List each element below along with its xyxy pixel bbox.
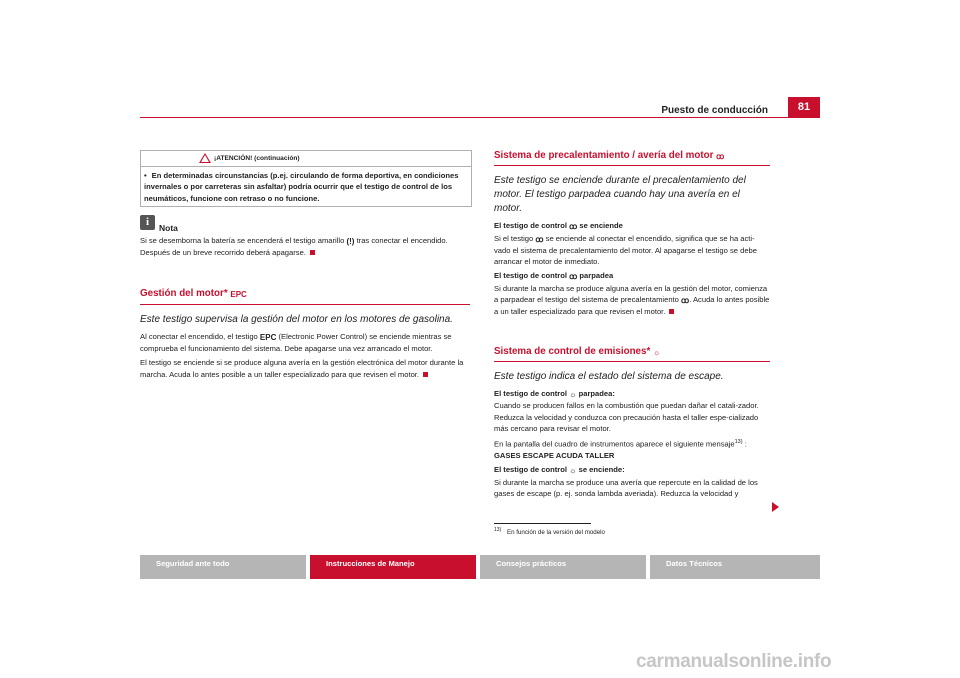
section-subtitle-epc: Este testigo supervisa la gestión del motor en los motores de gasolina. — [140, 313, 453, 325]
precal-h1-a: El testigo de control — [494, 221, 567, 231]
tire-pressure-warning-icon: (!) — [346, 236, 355, 246]
note-text-b: tras conectar el encendido. Después de un breve recorrido deberá apagarse. — [140, 235, 448, 258]
bullet-icon: • — [144, 171, 147, 180]
continue-arrow-icon — [772, 502, 779, 512]
glow-plug-icon: ꝏ — [716, 152, 725, 161]
footnote-mark: 13) — [494, 527, 502, 533]
precal-subhead-2 — [494, 270, 770, 282]
warning-label: ¡ATENCIÓN! (continuación) — [214, 155, 300, 162]
glow-plug-icon: ꝏ — [681, 296, 690, 306]
emis-message: GASES ESCAPE ACUDA TALLER — [494, 450, 615, 460]
precal-h2-b: parpadea — [579, 271, 614, 281]
section-subtitle-precalentamiento: Este testigo se enciende durante el precalentamiento del motor. El testigo parpadea cuando hay una avería en el motor. — [494, 175, 746, 215]
warning-triangle-icon — [199, 153, 211, 163]
footnote-rule — [494, 523, 591, 524]
section-heading-epc-text: Gestión del motor* — [140, 288, 228, 300]
precal-p2-a: Si durante la marcha se produce alguna avería en la gestión del motor, comienza a parpadear el testigo del sistema de precalentamiento — [494, 283, 768, 305]
footnote-ref: 13) — [734, 439, 743, 446]
emis-p2-a: En la pantalla del cuadro de instrumentos aparece el siguiente mensaje — [494, 439, 735, 449]
precal-h2-a: El testigo de control — [494, 271, 567, 281]
section-heading-precal-text: Sistema de precalentamiento / avería del motor — [494, 150, 714, 161]
precal-p1-b: se enciende al conectar el encendido, significa que se ha acti-vado el sistema de precalentamiento del motor. Al apagarse el testigo se debe arrancar el motor de inmediato. — [494, 233, 757, 267]
section-subtitle-emisiones: Este testigo indica el estado del sistema de escape. — [494, 370, 724, 382]
note-text — [140, 235, 470, 259]
emis-paragraph-1: Cuando se producen fallos en la combustión que puedan dañar el catali-zador. Reduzca la velocidad y conduzca con precaución hasta el taller espe-cializado más cercano para revisar el motor. — [494, 401, 759, 433]
tab-consejos[interactable]: Consejos prácticos — [480, 555, 646, 579]
footnote-text: En función de la versión del modelo — [506, 529, 605, 537]
emis-subhead-1 — [494, 388, 770, 400]
tab-datos-tecnicos[interactable]: Datos Técnicos — [650, 555, 820, 579]
warning-body: En determinadas circunstancias (p.ej. circulando de forma deportiva, en condiciones invernales o por carreteras sin asfaltar) podría ocurrir que el testigo de control de los neumáticos, funcione con retraso o no funcione. — [144, 171, 459, 203]
epc-icon: EPC — [230, 290, 247, 300]
engine-check-icon: ☼ — [569, 389, 577, 399]
section-heading-emisiones — [494, 346, 770, 362]
emis-subhead-2 — [494, 464, 770, 476]
emis-h2-b: se enciende: — [578, 465, 625, 475]
note-label: Nota — [159, 222, 178, 233]
warning-box — [140, 150, 472, 207]
note-text-a: Si se desemborna la batería se encenderá el testigo amarillo — [140, 235, 345, 245]
section-heading-emis-text: Sistema de control de emisiones* — [494, 345, 651, 357]
left-column — [140, 150, 470, 380]
warning-text — [141, 167, 471, 204]
precal-paragraph-2 — [494, 283, 770, 318]
header-rule — [140, 117, 788, 118]
precal-subhead-1 — [494, 220, 770, 232]
precal-paragraph-1 — [494, 233, 770, 268]
emis-paragraph-4: Si durante la marcha se produce una avería que repercute en la calidad de los gases de escape (p. ej. sonda lambda averiada). Reduzca la velocidad y — [494, 477, 758, 498]
emis-h2-a: El testigo de control — [494, 465, 567, 475]
glow-plug-icon: ꝏ — [569, 222, 578, 232]
epc-icon: EPC — [259, 332, 277, 342]
running-header-title: Puesto de conducción — [661, 105, 768, 116]
emis-h1-a: El testigo de control — [494, 388, 567, 398]
section-heading-precalentamiento — [494, 150, 770, 166]
engine-check-icon: ☼ — [653, 347, 661, 357]
tab-seguridad[interactable]: Seguridad ante todo — [140, 555, 306, 579]
epc-p1-b: (Electronic Power Control) se enciende mientras se comprueba el funcionamiento del sistema. Debe apagarse una vez arrancado el motor. — [140, 331, 452, 354]
end-mark — [423, 372, 428, 377]
epc-p2: El testigo se enciende si se produce alguna avería en la gestión electrónica del motor durante la marcha. Acuda lo antes posible a un taller especializado para que revisen el motor. — [140, 358, 464, 379]
end-mark — [310, 250, 315, 255]
glow-plug-icon: ꝏ — [535, 234, 544, 244]
footnote — [494, 527, 605, 536]
emis-p2-b: : — [744, 439, 747, 449]
epc-paragraph-2 — [140, 357, 470, 380]
warning-header — [141, 151, 471, 167]
epc-p1-a: Al conectar el encendido, el testigo — [140, 331, 258, 341]
engine-check-icon: ☼ — [569, 466, 577, 476]
end-mark — [669, 309, 674, 314]
section-heading-epc — [140, 288, 470, 304]
tab-instrucciones[interactable]: Instrucciones de Manejo — [310, 555, 476, 579]
glow-plug-icon: ꝏ — [569, 272, 578, 282]
note-header — [140, 215, 470, 235]
precal-p2-b: . Acuda lo antes posible a un taller especializado para que revisen el motor. — [494, 295, 770, 317]
precal-h1-b: se enciende — [579, 221, 623, 231]
watermark: carmanualsonline.info — [636, 651, 832, 672]
right-column — [494, 150, 770, 499]
precal-p1-a: Si el testigo — [494, 233, 534, 243]
emis-h1-b: parpadea: — [578, 388, 615, 398]
epc-paragraph-1 — [140, 331, 470, 355]
page-number: 81 — [788, 97, 820, 118]
emis-paragraph-2 — [494, 437, 770, 450]
note-icon: i — [140, 215, 155, 230]
